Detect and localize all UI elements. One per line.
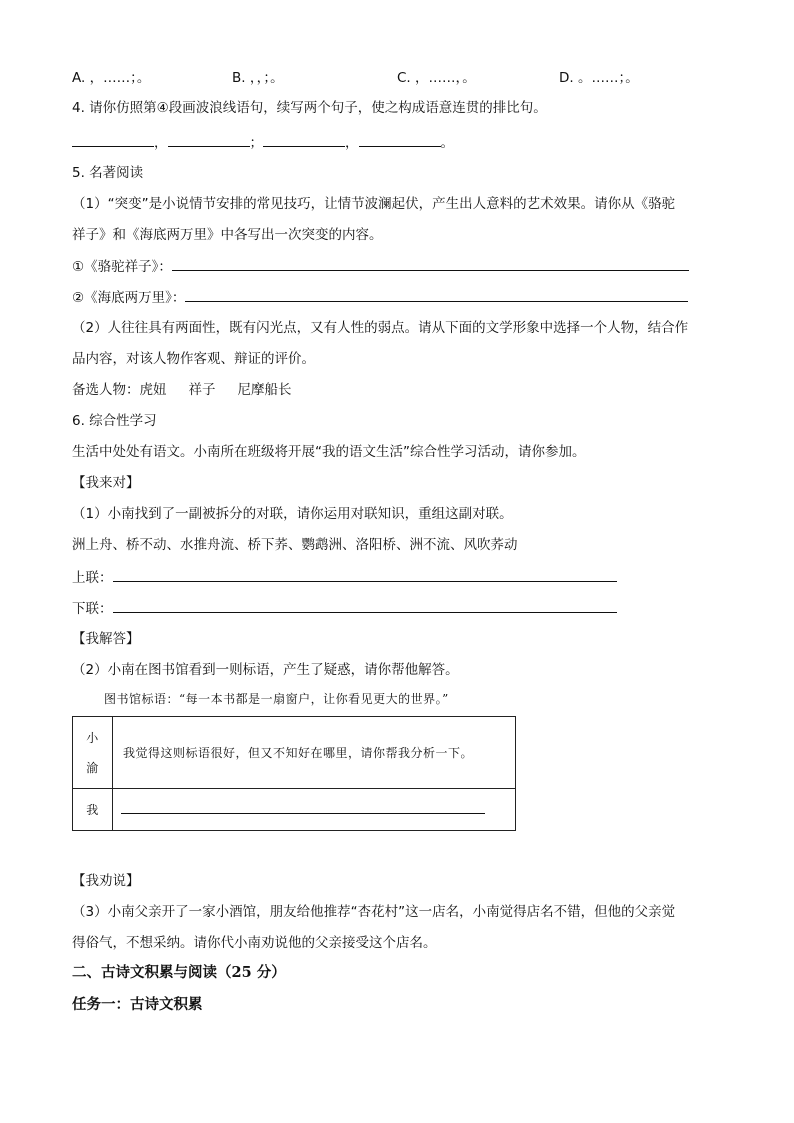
question-6-2: （2）小南在图书馆看到一则标语，产生了疑惑，请你帮他解答。 <box>72 662 459 678</box>
question-6-intro: 生活中处处有语文。小南所在班级将开展“我的语文生活”综合性学习活动，请你参加。 <box>72 444 586 460</box>
answer-blank[interactable] <box>263 132 345 147</box>
separator: ， <box>345 135 359 151</box>
question-5-1-line1: （1）“突变”是小说情节安排的常见技巧，让情节波澜起伏，产生出人意料的艺术效果。请你从《骆驼 <box>72 196 676 212</box>
speaker-char: 小 <box>86 730 99 745</box>
speaker-text: 我觉得这则标语很好，但又不知好在哪里，请你帮我分析一下。 <box>113 717 516 789</box>
question-6-3-line1: （3）小南父亲开了一家小酒馆，朋友给他推荐“杏花村”这一店名，小南觉得店名不错，但他的父亲觉 <box>72 904 676 920</box>
task-1-heading: 任务一：古诗文积累 <box>72 996 203 1013</box>
lower-couplet-label: 下联： <box>72 601 113 617</box>
question-4-answer-line <box>72 132 454 153</box>
question-5-2-line1: （2）人往往具有两面性，既有闪光点，又有人性的弱点。请从下面的文学形象中选择一个人物，结合作 <box>72 320 689 336</box>
upper-couplet-blank[interactable] <box>113 567 617 582</box>
answer-blank[interactable] <box>168 132 250 147</box>
item-label: ②《海底两万里》： <box>72 290 186 306</box>
section-heading: 【我解答】 <box>72 631 140 647</box>
answer-blank[interactable] <box>72 132 154 147</box>
answer-blank[interactable] <box>172 256 689 271</box>
candidate-characters <box>72 380 292 400</box>
speaker-char: 渝 <box>86 760 99 775</box>
answer-blank[interactable] <box>121 803 485 814</box>
question-5-item-1 <box>72 256 689 277</box>
question-6-1: （1）小南找到了一副被拆分的对联，请你运用对联知识，重组这副对联。 <box>72 506 513 522</box>
table-row <box>73 717 516 789</box>
lower-couplet-blank[interactable] <box>113 598 617 613</box>
item-label: ①《骆驼祥子》： <box>72 259 172 275</box>
separator: ； <box>249 135 263 151</box>
question-6-title: 6. 综合性学习 <box>72 413 157 429</box>
section-heading: 【我来对】 <box>72 475 140 491</box>
answer-cell <box>113 789 516 831</box>
speaker-cell: 我 <box>73 789 113 831</box>
upper-couplet-label: 上联： <box>72 570 113 586</box>
question-4-prompt: 4. 请你仿照第④段画波浪线语句，续写两个句子，使之构成语意连贯的排比句。 <box>72 100 547 116</box>
candidates-label: 备选人物： <box>72 382 140 398</box>
option-d[interactable]: D. 。……；。 <box>559 70 639 86</box>
option-a[interactable]: A. ，……；。 <box>72 70 151 86</box>
candidate: 虎妞 <box>139 382 167 398</box>
part-2-heading: 二、古诗文积累与阅读（25 分） <box>72 964 286 981</box>
couplet-fragments: 洲上舟、桥不动、水推舟流、桥下荞、鹦鹉洲、洛阳桥、洲不流、风吹荞动 <box>72 537 518 553</box>
answer-blank[interactable] <box>185 287 688 302</box>
upper-couplet-row <box>72 567 617 588</box>
speaker-cell <box>73 717 113 789</box>
answer-options <box>72 66 712 86</box>
lower-couplet-row <box>72 598 617 619</box>
library-slogan: 图书馆标语：“每一本书都是一扇窗户，让你看见更大的世界。” <box>104 692 449 706</box>
candidate: 尼摩船长 <box>237 382 292 398</box>
question-5-2-line2: 品内容，对该人物作客观、辩证的评价。 <box>72 351 315 367</box>
dialogue-table <box>72 716 516 831</box>
question-6-3-line2: 得俗气，不想采纳。请你代小南劝说他的父亲接受这个店名。 <box>72 935 437 951</box>
answer-blank[interactable] <box>359 132 441 147</box>
separator: ， <box>154 135 168 151</box>
option-b[interactable]: B. ，，；。 <box>232 70 284 86</box>
section-heading: 【我劝说】 <box>72 873 140 889</box>
question-5-title: 5. 名著阅读 <box>72 165 144 181</box>
question-5-1-line2: 祥子》和《海底两万里》中各写出一次突变的内容。 <box>72 227 383 243</box>
option-c[interactable]: C. ，……，。 <box>397 70 476 86</box>
candidate: 祥子 <box>188 382 216 398</box>
question-5-item-2 <box>72 287 688 308</box>
separator: 。 <box>440 135 454 151</box>
table-row <box>73 789 516 831</box>
